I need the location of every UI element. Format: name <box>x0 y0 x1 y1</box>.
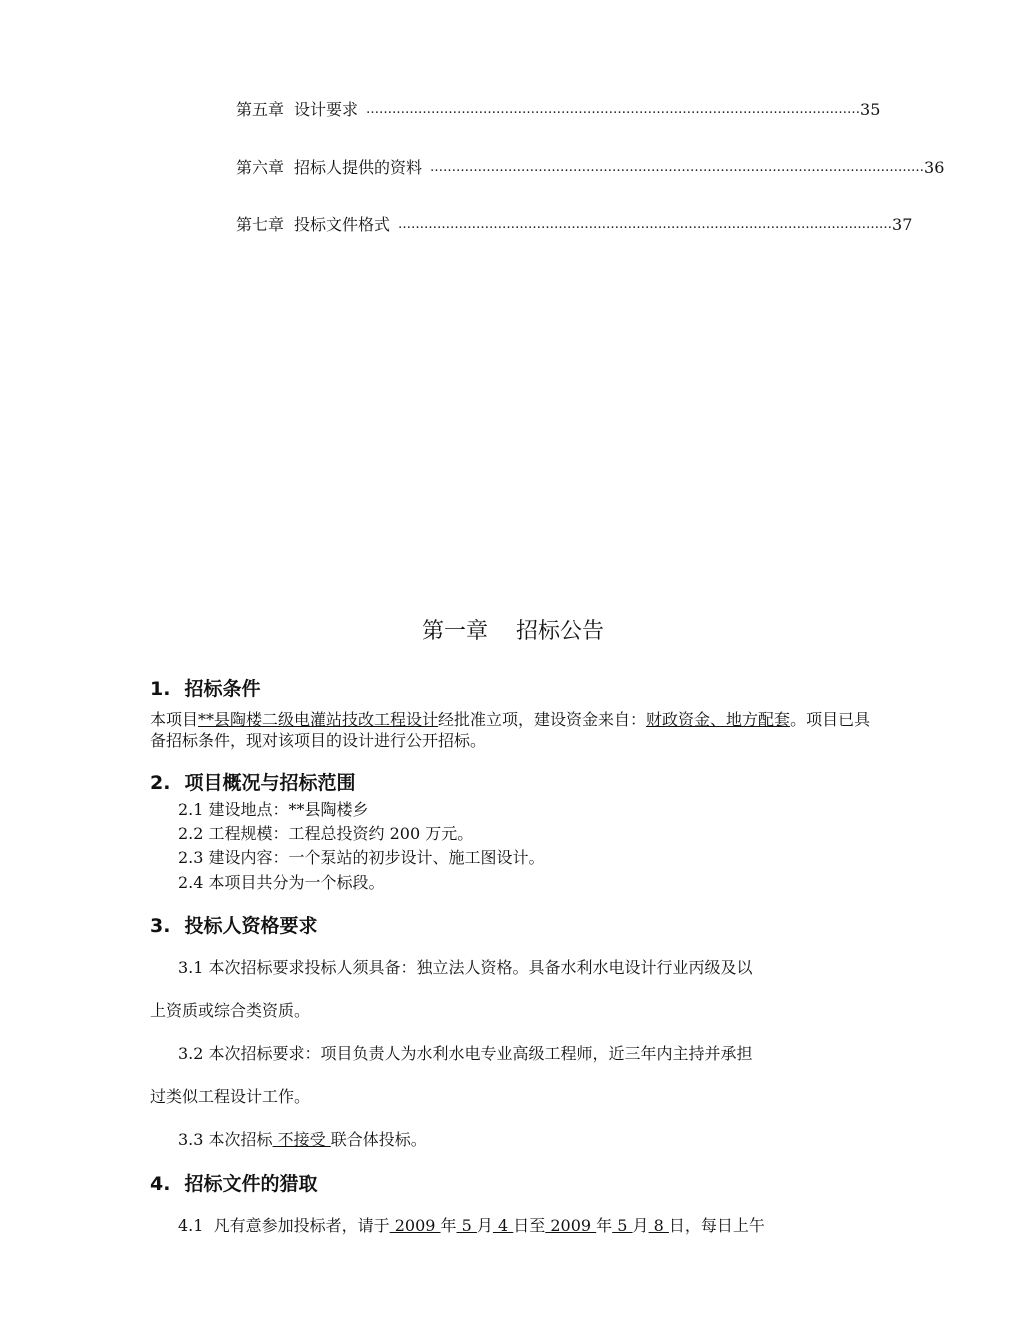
end-month: 5 <box>612 1216 633 1235</box>
toc-row <box>236 96 881 120</box>
chapter-number: 第一章 <box>421 619 488 644</box>
start-month: 5 <box>456 1216 477 1235</box>
text: 本项目 <box>150 710 199 729</box>
list-item: 2.4 本项目共分为一个标段。 <box>178 873 385 892</box>
text: 经批准立项，建设资金来自： <box>438 710 647 729</box>
text: 4.1 凡有意参加投标者，请于 <box>178 1216 390 1235</box>
text: 3.3 本次招标 <box>178 1130 273 1149</box>
list-item: 2.1 建设地点：**县陶楼乡 <box>178 800 369 819</box>
section-heading <box>150 911 317 938</box>
section-heading <box>150 768 355 795</box>
paragraph-line: 3.1 本次招标要求投标人须具备：独立法人资格。具备水利水电设计行业丙级及以 <box>178 958 753 977</box>
toc-chapter: 第五章 <box>236 100 285 119</box>
section-title: 招标条件 <box>184 678 261 700</box>
section-number: 3. <box>150 915 171 937</box>
toc-leader: …………………………………………………………………………………………………… <box>366 102 861 117</box>
toc-title: 设计要求 <box>294 100 359 119</box>
toc-page: 36 <box>924 158 945 177</box>
funding-source: 财政资金、地方配套 <box>646 710 791 729</box>
toc-chapter: 第七章 <box>236 215 285 234</box>
toc-leader: …………………………………………………………………………………………………… <box>398 217 893 232</box>
list-item: 2.3 建设内容：一个泵站的初步设计、施工图设计。 <box>178 848 545 867</box>
section-heading <box>150 674 260 701</box>
text: 年 <box>596 1216 613 1235</box>
chapter-heading <box>0 614 1026 645</box>
toc-title: 投标文件格式 <box>294 215 391 234</box>
text: 年 <box>440 1216 457 1235</box>
start-day: 4 <box>492 1216 514 1235</box>
paragraph-line <box>178 1215 765 1236</box>
text: 日至 <box>513 1216 546 1235</box>
chapter-title: 招标公告 <box>516 619 605 644</box>
section-title: 招标文件的猎取 <box>184 1173 318 1195</box>
text: 日，每日上午 <box>668 1216 765 1235</box>
text: 月 <box>632 1216 649 1235</box>
paragraph-line: 过类似工程设计工作。 <box>150 1087 311 1106</box>
start-year: 2009 <box>389 1216 441 1235</box>
paragraph <box>150 709 876 751</box>
project-name: **县陶楼二级电灌站技改工程设计 <box>198 710 439 729</box>
toc-page: 35 <box>860 100 881 119</box>
toc-row <box>236 154 945 178</box>
end-day: 8 <box>648 1216 669 1235</box>
paragraph-line: 上资质或综合类资质。 <box>150 1001 311 1020</box>
section-title: 投标人资格要求 <box>184 915 318 937</box>
toc-row <box>236 211 913 235</box>
text: 联合体投标。 <box>330 1130 427 1149</box>
list-item: 2.2 工程规模：工程总投资约 200 万元。 <box>178 824 474 843</box>
section-number: 1. <box>150 678 171 700</box>
text: 。项目已具备招标条件，现对该项目的设计进行公开招标。 <box>150 710 871 750</box>
section-number: 2. <box>150 772 171 794</box>
toc-chapter: 第六章 <box>236 158 285 177</box>
paragraph-line: 3.2 本次招标要求：项目负责人为水利水电专业高级工程师，近三年内主持并承担 <box>178 1044 753 1063</box>
section-title: 项目概况与招标范围 <box>184 772 356 794</box>
end-year: 2009 <box>545 1216 597 1235</box>
section-number: 4. <box>150 1173 171 1195</box>
toc-title: 招标人提供的资料 <box>294 158 423 177</box>
toc-leader: …………………………………………………………………………………………………… <box>430 160 925 175</box>
text: 月 <box>476 1216 493 1235</box>
toc-page: 37 <box>892 215 913 234</box>
section-heading <box>150 1169 317 1196</box>
paragraph-line <box>178 1129 427 1150</box>
consortium-status: 不接受 <box>272 1130 331 1149</box>
